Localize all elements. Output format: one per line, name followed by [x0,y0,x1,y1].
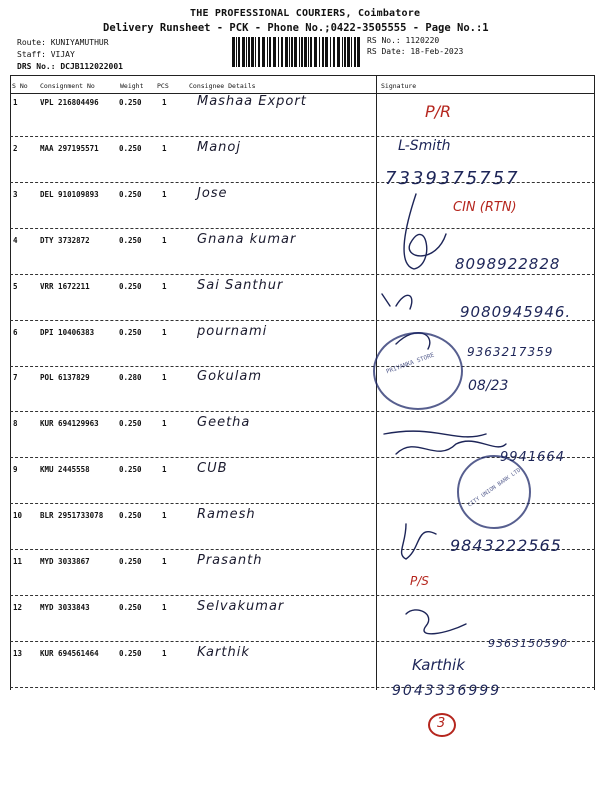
barcode-bar [325,37,328,67]
barcode-bar [333,37,335,67]
row-pcs: 1 [162,189,167,199]
row-consignee: Karthik [197,644,250,660]
barcode-bar [289,37,290,67]
bank-stamp: CITY UNION BANK LTD [457,455,531,529]
col-sno: S No [12,82,28,90]
row-sno: 3 [13,189,18,199]
row-pcs: 1 [162,281,167,291]
row-weight: 0.250 [119,235,142,245]
row-weight: 0.250 [119,602,142,612]
barcode-bar [251,37,254,67]
barcode-bar [354,37,356,67]
barcode-bar [255,37,256,67]
row-weight: 0.250 [119,327,142,337]
phone-row-13: 9043336999 [392,683,502,699]
row-pcs: 1 [162,327,167,337]
row-weight: 0.280 [119,373,142,383]
row-consignment-no: VRR 1672211 [40,281,90,291]
row-sno: 4 [13,235,18,245]
row-pcs: 1 [162,98,167,107]
barcode-bar [344,37,346,67]
rs-date: RS Date: 18-Feb-2023 [367,47,464,56]
barcode-bar [294,37,297,67]
signature-row-1: P/R [425,102,452,121]
row-pcs: 1 [162,465,167,475]
row-pcs: 1 [162,373,167,383]
row-consignment-no: MAA 297195571 [40,143,99,153]
barcode-bar [248,37,250,67]
phone-row-5: 9080945946. [460,303,572,321]
row-weight: 0.250 [119,419,142,429]
row-pcs: 1 [162,235,167,245]
phone-row-10: 9843222565 [450,536,562,555]
row-sno: 8 [13,419,18,429]
runsheet-subtitle: Delivery Runsheet - PCK - Phone No.;0422-3505555 - Page No.:1 [103,22,489,34]
barcode-bar [278,37,279,67]
row-consignment-no: DPI 10406383 [40,327,95,337]
row-consignment-no: MYD 3033843 [40,602,90,612]
row-consignment-no: KMU 2445558 [40,465,90,475]
barcode-bar [258,37,260,67]
barcode-bar [238,37,240,67]
table-top-border [10,75,595,76]
row-consignment-no: DTY 3732872 [40,235,90,245]
row-consignee: Selvakumar [197,598,285,614]
row-pcs: 1 [162,557,167,566]
col-weight: Weight [120,82,144,90]
barcode-bar [342,37,343,67]
row-pcs: 1 [162,511,167,521]
phone-row-12: 9363150590 [488,637,568,650]
drs-number: DRS No.: DCJB112022001 [17,62,123,71]
row-sno: 11 [13,557,23,566]
row-consignment-no: VPL 216804496 [40,98,99,107]
row-consignment-no: KUR 694561464 [40,648,99,658]
row-consignment-no: KUR 694129963 [40,419,99,429]
row-consignment-no: MYD 3033867 [40,557,90,566]
barcode-bar [304,37,307,67]
barcode-bar [337,37,340,67]
row-weight: 0.250 [119,648,142,658]
signature-row-11: P/S [410,574,429,588]
row-consignee: Geetha [197,415,251,431]
rs-number: RS No.: 1120220 [367,36,440,45]
signature-row-3: CIN (RTN) [453,200,517,215]
barcode-bar [267,37,268,67]
barcode-bar [232,37,235,67]
barcode-bar [281,37,283,67]
row-sno: 13 [13,648,23,658]
phone-row-6: 9363217359 [467,345,554,359]
barcode-bar [246,37,247,67]
row-sno: 12 [13,602,23,612]
row-consignee: Prasanth [197,553,263,568]
row-sno: 10 [13,511,23,521]
row-consignee: Sai Santhur [197,277,284,293]
col-consignee: Consignee Details [189,82,256,90]
row-consignee: Manoj [197,139,241,155]
col-pcs: PCS [157,82,169,90]
row-weight: 0.250 [119,189,142,199]
row-weight: 0.250 [119,281,142,291]
row-consignment-no: DEL 910109893 [40,189,99,199]
barcode-bar [357,37,360,67]
barcode-bar [314,37,317,67]
phone-row-4: 8098922828 [455,255,561,273]
col-signature: Signature [381,82,417,90]
row-weight: 0.250 [119,465,142,475]
row-weight: 0.250 [119,557,142,566]
barcode-bar [236,37,237,67]
row-consignee: Ramesh [197,507,256,523]
staff-label: Staff: VIJAY [17,50,75,59]
barcode-bar [285,37,288,67]
circled-page-mark: 3 [428,713,456,737]
row-consignee: Jose [197,185,228,201]
barcode-bar [310,37,312,67]
route-label: Route: KUNIYAMUTHUR [17,38,109,47]
table-left-border [10,75,11,690]
barcode-bar [273,37,276,67]
row-consignment-no: BLR 2951733078 [40,511,104,521]
barcode-bar [330,37,331,67]
row-consignee: Gnana kumar [197,231,297,247]
row-pcs: 1 [162,143,167,153]
phone-row-2: 7339375757 [385,168,520,189]
row-pcs: 1 [162,419,167,429]
signature-row-13: Karthik [412,656,465,674]
barcode-bar [319,37,320,67]
barcode-bar [269,37,271,67]
company-title: THE PROFESSIONAL COURIERS, Coimbatore [190,8,421,19]
barcode [232,37,360,67]
signature-row-2: L-Smith [398,138,451,154]
table-right-border [594,75,595,690]
barcode-bar [351,37,352,67]
col-consignment: Consignment No [40,82,95,90]
signature-row-7: 08/23 [468,378,509,394]
row-consignee: CUB [197,461,228,477]
row-consignment-no: POL 6137829 [40,373,90,383]
barcode-bar [291,37,293,67]
row-pcs: 1 [162,602,167,612]
phone-row-8: 9941664 [500,450,565,465]
row-sno: 1 [13,98,18,107]
row-sno: 5 [13,281,18,291]
row-consignee: pournami [197,323,268,339]
row-sno: 6 [13,327,18,337]
barcode-bar [308,37,309,67]
barcode-bar [347,37,350,67]
barcode-bar [322,37,324,67]
row-weight: 0.250 [119,143,142,153]
row-pcs: 1 [162,648,167,658]
row-sno: 2 [13,143,18,153]
row-weight: 0.250 [119,511,142,521]
row-weight: 0.250 [119,98,142,107]
row-sno: 7 [13,373,18,383]
barcode-bar [262,37,265,67]
row-consignee: Mashaa Export [197,94,307,109]
row-sno: 9 [13,465,18,475]
barcode-bar [301,37,303,67]
barcode-bar [242,37,245,67]
store-stamp: PRIYANKA STORE [373,332,463,410]
row-consignee: Gokulam [197,369,263,385]
barcode-bar [299,37,300,67]
